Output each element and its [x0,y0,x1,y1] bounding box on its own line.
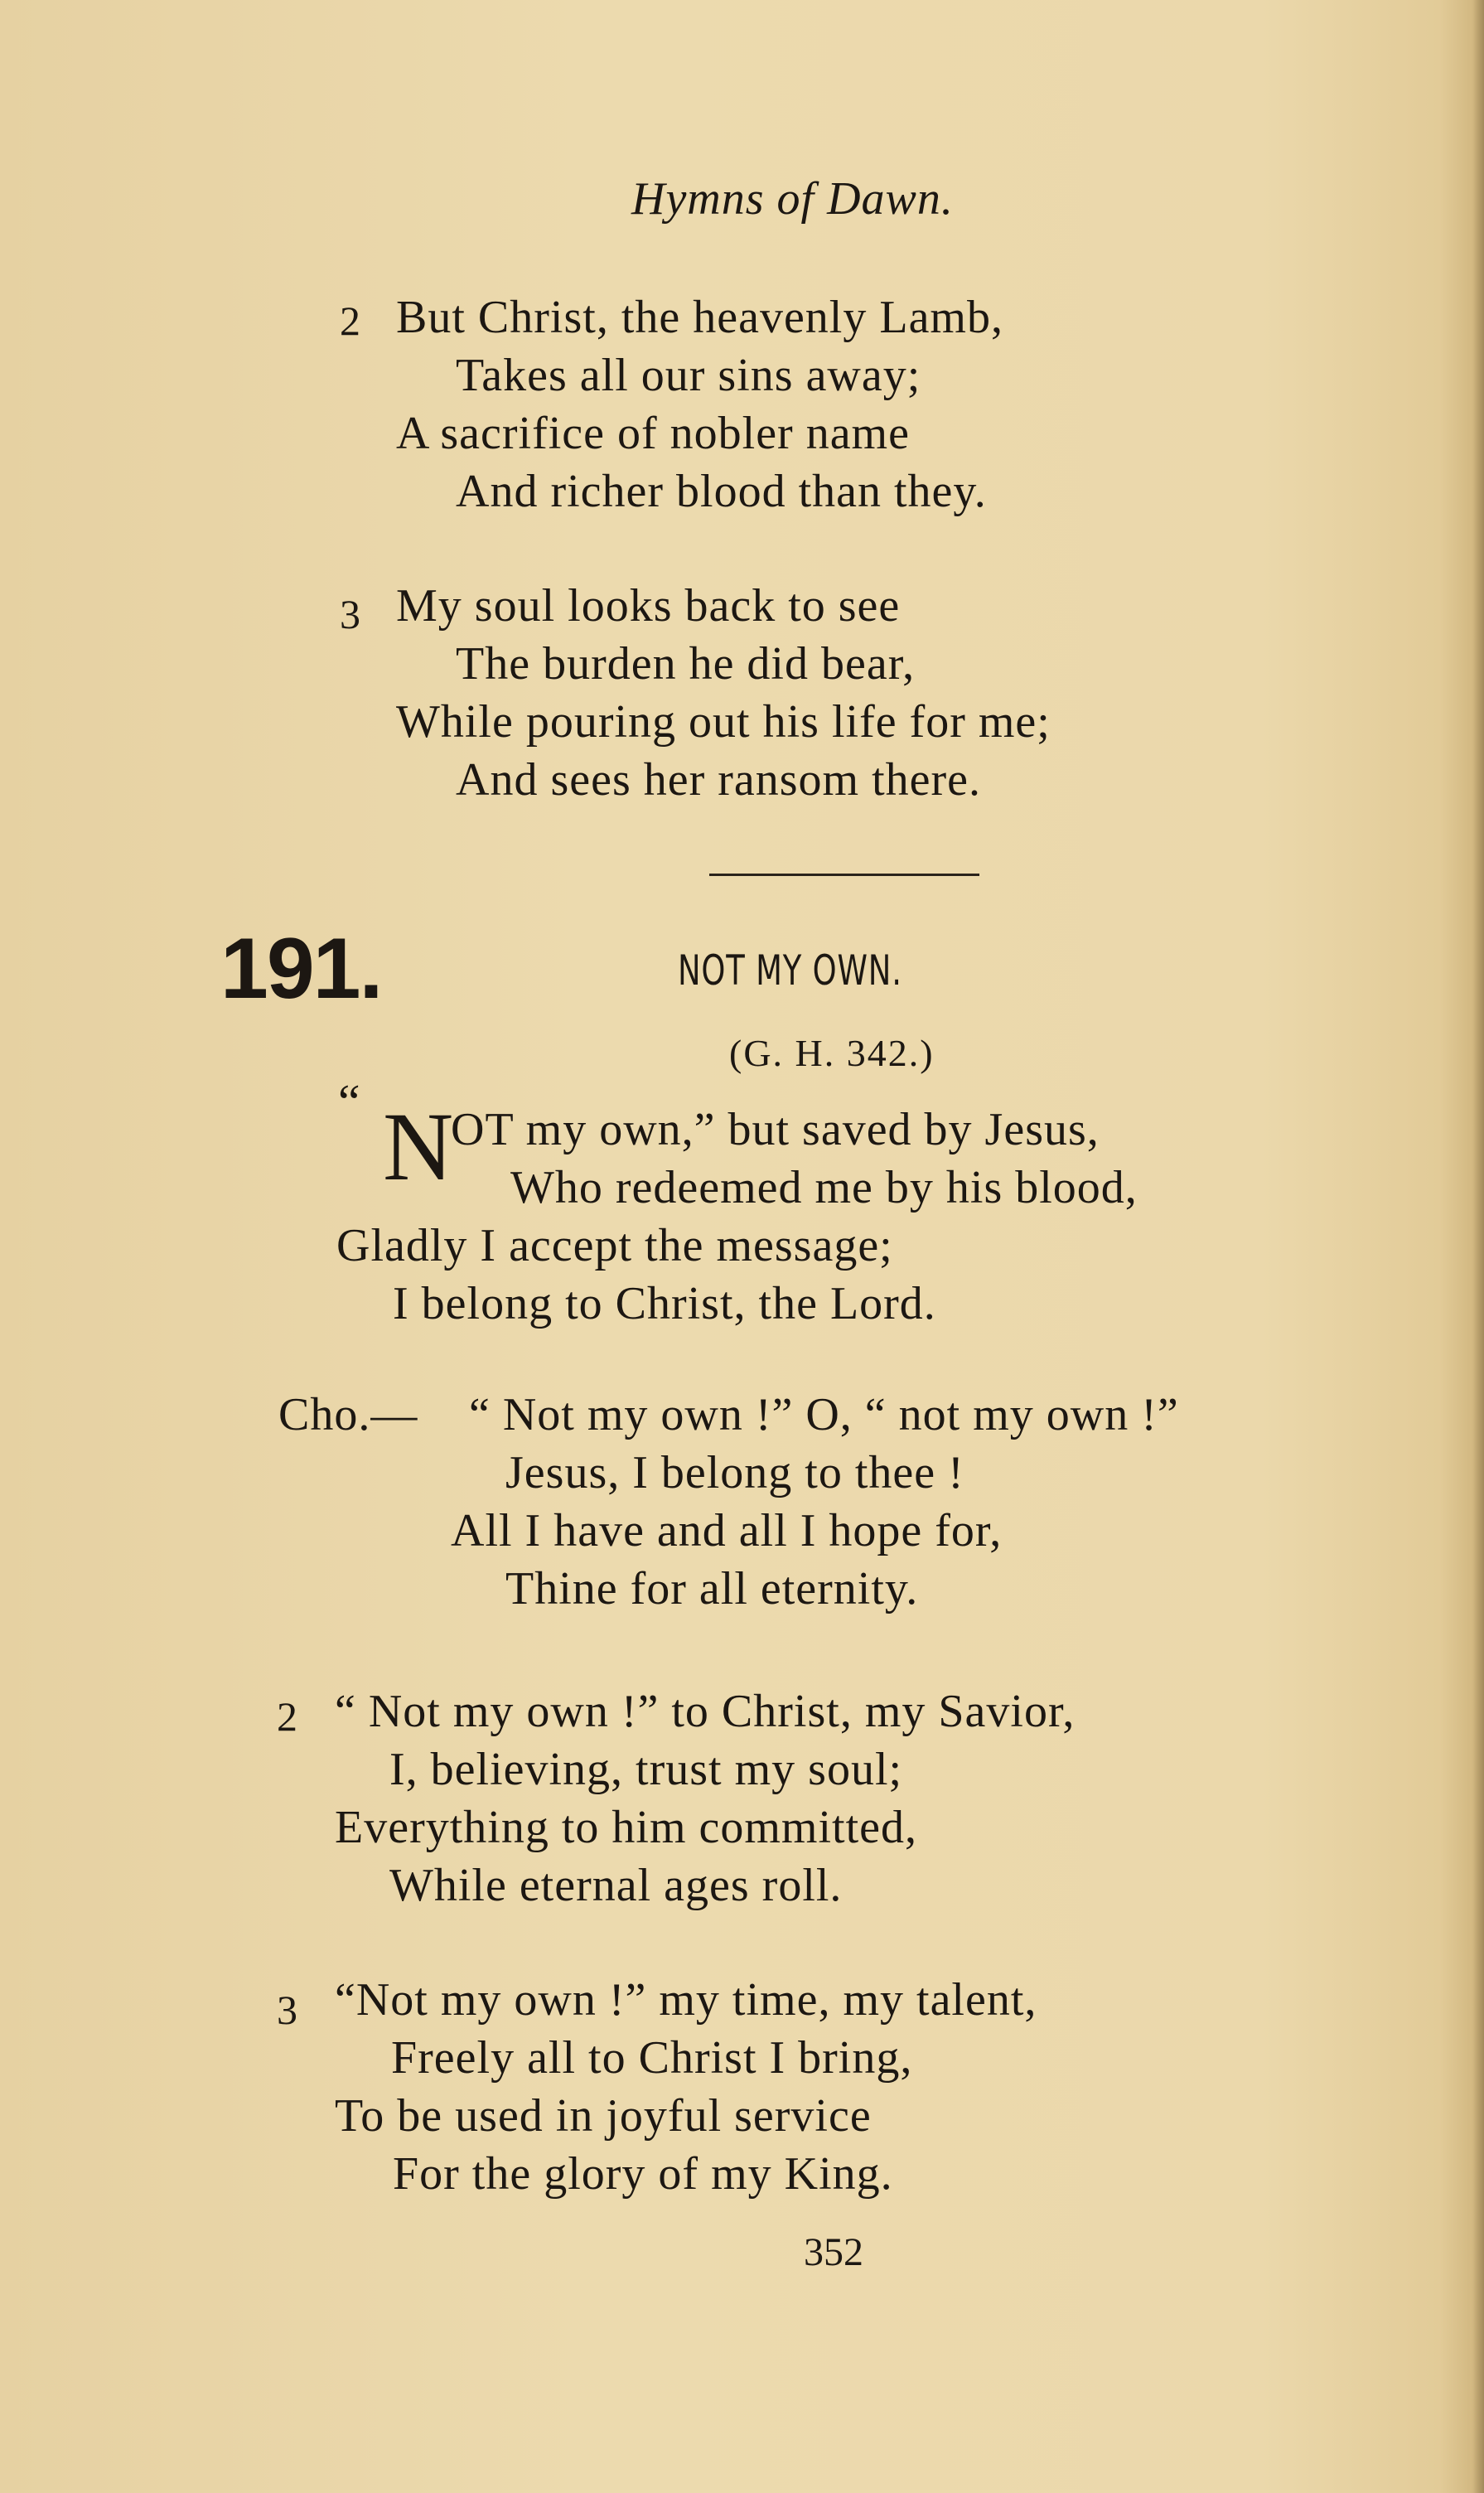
verse-line: Takes all our sins away; [456,350,921,401]
tune-reference: (G. H. 342.) [729,1032,935,1074]
hymn-number: 191. [220,921,382,1017]
stanza-number: 2 [340,298,360,344]
chorus-label: Cho.— [278,1389,418,1440]
verse-line: Everything to him committed, [335,1802,918,1853]
verse-line: Gladly I accept the message; [336,1220,893,1271]
verse-line: And sees her ransom there. [456,754,982,806]
verse-line: “Not my own !” my time, my talent, [335,1974,1037,2026]
verse-line: My soul looks back to see [396,580,901,632]
stanza-number: 3 [340,591,360,637]
verse-line: While pouring out his life for me; [396,696,1051,748]
drop-cap: N [383,1092,454,1201]
opening-quote-mark: “ [338,1075,360,1130]
stanza-number: 3 [277,1987,297,2033]
verse-line: And richer blood than they. [456,466,987,517]
running-head: Hymns of Dawn. [631,173,954,225]
verse-line: To be used in joyful service [335,2090,872,2142]
verse-line: Freely all to Christ I bring, [391,2032,913,2084]
page-spine-shadow [1472,0,1484,2493]
page-number: 352 [804,2230,863,2274]
chorus-line: All I have and all I hope for, [451,1505,1003,1556]
verse-line: For the glory of my King. [393,2148,893,2200]
verse-line: I, believing, trust my soul; [389,1744,903,1795]
chorus-line: Thine for all eternity. [505,1563,919,1614]
verse-line: I belong to Christ, the Lord. [393,1278,936,1329]
verse-line: A sacrifice of nobler name [396,408,910,459]
chorus-line: Jesus, I belong to thee ! [505,1447,964,1498]
verse-line: The burden he did bear, [456,638,916,690]
verse-line: But Christ, the heavenly Lamb, [396,292,1003,343]
verse-line: “ Not my own !” to Christ, my Savior, [335,1686,1076,1737]
section-divider [709,874,979,876]
verse-line: Who redeemed me by his blood, [510,1162,1138,1213]
stanza-number: 2 [277,1693,297,1740]
verse-line: OT my own,” but saved by Jesus, [451,1104,1100,1155]
verse-line: While eternal ages roll. [389,1860,843,1911]
hymn-title: NOT MY OWN. [678,946,902,995]
chorus-line: “ Not my own !” O, “ not my own !” [469,1389,1179,1440]
